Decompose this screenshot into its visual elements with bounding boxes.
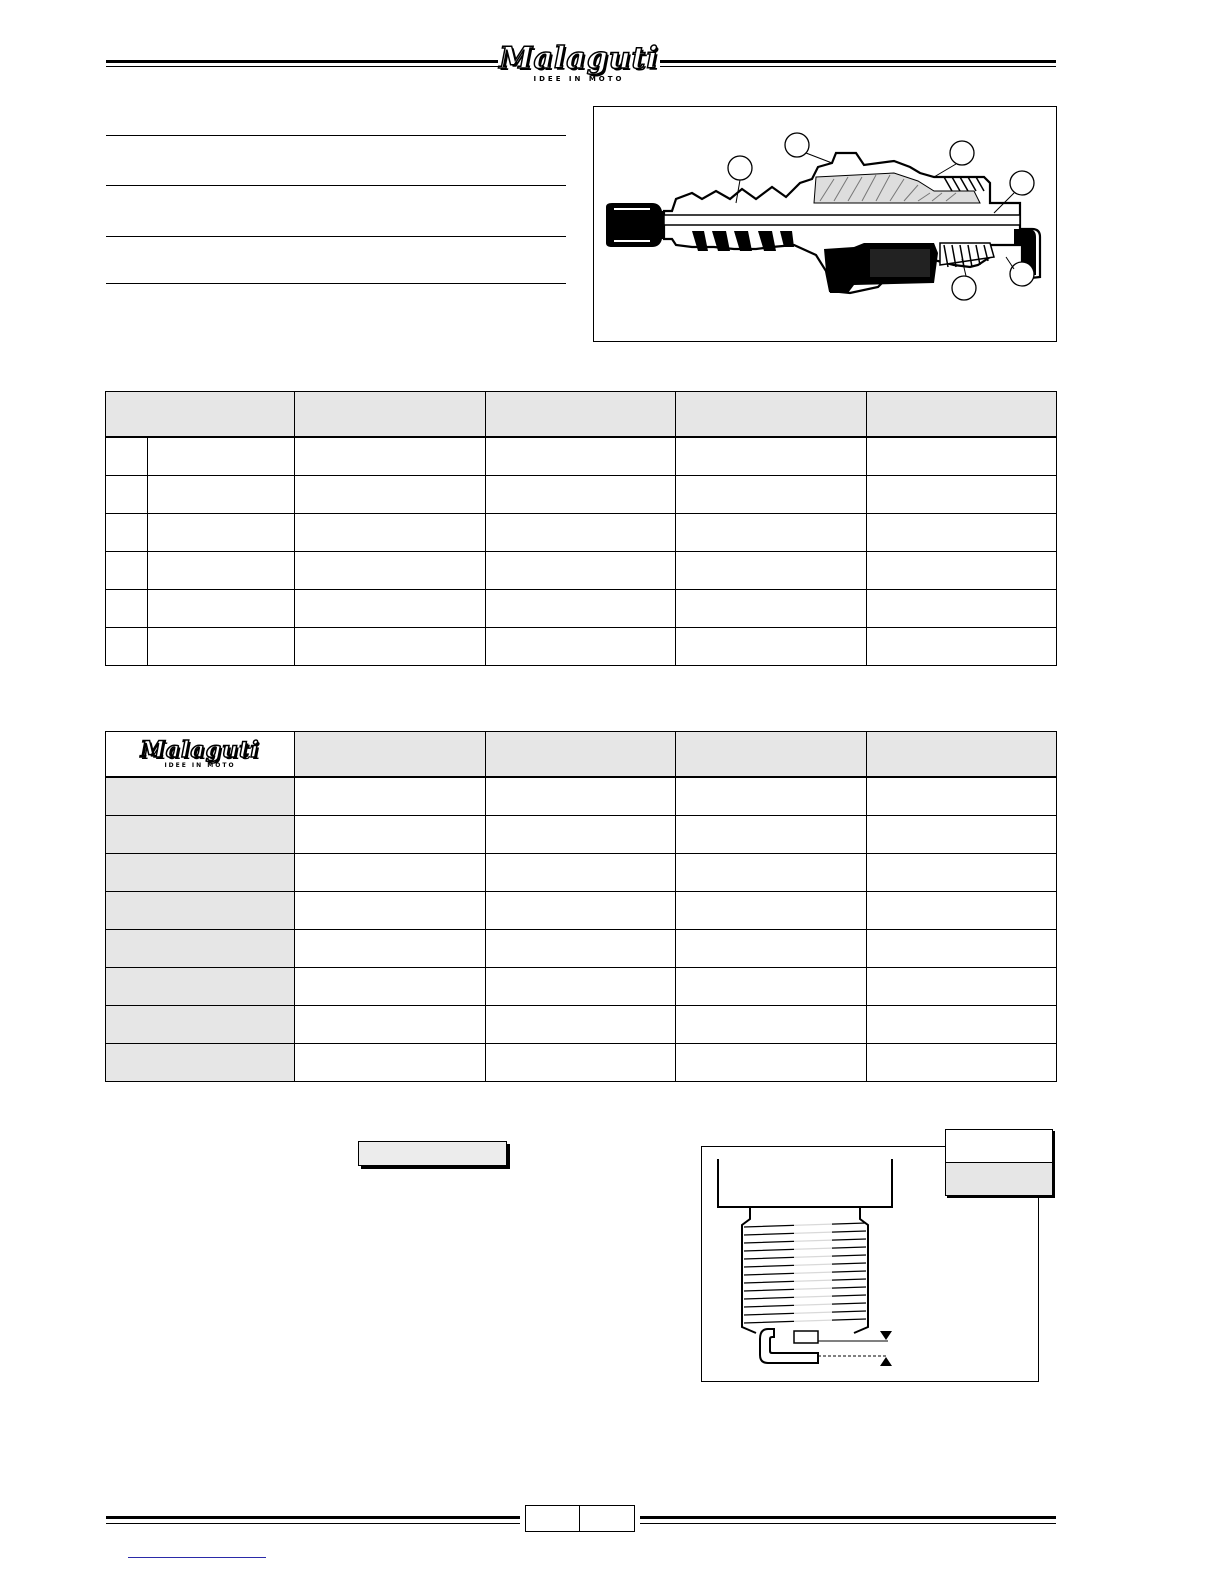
table-cell	[867, 777, 1057, 816]
table-cell	[867, 628, 1057, 666]
row-label-cell	[106, 854, 295, 892]
brand-table	[105, 731, 1057, 1082]
gap-tag-bottom	[946, 1163, 1052, 1195]
table-row	[106, 514, 1057, 552]
table-cell	[148, 476, 295, 514]
row-label-cell	[106, 1006, 295, 1044]
row-label-cell	[106, 816, 295, 854]
table-cell	[867, 892, 1057, 930]
table-cell	[295, 1006, 486, 1044]
table-row	[106, 816, 1057, 854]
table-cell	[867, 514, 1057, 552]
table-cell	[486, 930, 676, 968]
table-cell	[867, 437, 1057, 476]
header-logo	[498, 41, 660, 83]
table-cell	[486, 854, 676, 892]
table-cell	[295, 552, 486, 590]
table-cell	[676, 930, 867, 968]
table-cell	[295, 892, 486, 930]
row-number	[106, 476, 148, 514]
row-number	[106, 628, 148, 666]
footer-rule-left-thin	[106, 1523, 520, 1524]
table-cell	[676, 590, 867, 628]
table-row	[106, 1006, 1057, 1044]
table-cell	[148, 628, 295, 666]
table-cell	[486, 590, 676, 628]
header-logo-wordmark: Malaguti	[499, 41, 659, 76]
footer-rule-right-thin	[640, 1523, 1056, 1524]
table-logo-tagline: IDEE IN MOTO	[164, 761, 236, 769]
table-cell	[486, 628, 676, 666]
brand-table-header-row	[106, 732, 1057, 778]
table-cell	[486, 816, 676, 854]
row-label-cell	[106, 930, 295, 968]
table-cell	[676, 476, 867, 514]
footer-rule-right-thick	[640, 1516, 1056, 1519]
row-number	[106, 552, 148, 590]
table-cell	[295, 437, 486, 476]
spark-plug-cutaway-figure	[593, 106, 1057, 342]
table-cell	[486, 552, 676, 590]
footer-link-underline[interactable]	[128, 1557, 266, 1558]
table-cell	[295, 476, 486, 514]
header-rule-right-thin	[660, 66, 1056, 67]
spark-plug-cutaway-drawing	[594, 107, 1056, 341]
text-line-4	[106, 283, 566, 284]
table-cell	[148, 437, 295, 476]
header-rule-left-thin	[106, 66, 498, 67]
row-number	[106, 590, 148, 628]
table-cell	[676, 1044, 867, 1082]
table-cell	[486, 1044, 676, 1082]
spec-table	[105, 391, 1057, 666]
table-cell	[676, 1006, 867, 1044]
table-cell	[295, 628, 486, 666]
table-cell	[295, 968, 486, 1006]
header-rule-left-thick	[106, 60, 498, 63]
table-cell	[295, 816, 486, 854]
table-cell	[676, 628, 867, 666]
spec-table-header-cell	[106, 392, 295, 438]
row-label-cell	[106, 968, 295, 1006]
table-cell	[676, 514, 867, 552]
table-cell	[676, 777, 867, 816]
page-number-left	[526, 1506, 580, 1531]
table-cell	[867, 1044, 1057, 1082]
row-label-cell	[106, 1044, 295, 1082]
brand-table-logo-cell	[106, 732, 295, 778]
table-cell	[295, 514, 486, 552]
table-logo-wordmark: Malaguti	[140, 736, 260, 763]
page-number-right	[580, 1506, 634, 1531]
table-cell	[486, 437, 676, 476]
table-row	[106, 628, 1057, 666]
table-row	[106, 968, 1057, 1006]
table-cell	[148, 590, 295, 628]
table-cell	[676, 816, 867, 854]
table-cell	[867, 854, 1057, 892]
spec-table-header-cell	[295, 392, 486, 438]
table-cell	[867, 1006, 1057, 1044]
row-label-cell	[106, 777, 295, 816]
spec-table-header-row	[106, 392, 1057, 438]
brand-table-header-cell	[676, 732, 867, 778]
table-cell	[867, 816, 1057, 854]
table-cell	[486, 968, 676, 1006]
table-row	[106, 476, 1057, 514]
table-cell	[148, 552, 295, 590]
table-row	[106, 552, 1057, 590]
table-cell	[486, 1006, 676, 1044]
spec-table-header-cell	[867, 392, 1057, 438]
spec-table-header-cell	[486, 392, 676, 438]
table-row	[106, 930, 1057, 968]
table-cell	[676, 854, 867, 892]
brand-table-header-cell	[295, 732, 486, 778]
table-cell	[486, 892, 676, 930]
table-cell	[295, 777, 486, 816]
text-line-1	[106, 135, 566, 136]
table-cell	[676, 552, 867, 590]
text-line-3	[106, 236, 566, 237]
gap-tag-top	[946, 1130, 1052, 1163]
table-cell	[148, 514, 295, 552]
table-cell	[486, 777, 676, 816]
table-cell	[295, 1044, 486, 1082]
table-cell	[867, 590, 1057, 628]
table-cell	[676, 437, 867, 476]
table-cell	[867, 968, 1057, 1006]
row-label-cell	[106, 892, 295, 930]
table-cell	[867, 476, 1057, 514]
text-line-2	[106, 185, 566, 186]
table-cell	[867, 930, 1057, 968]
table-cell	[295, 854, 486, 892]
page-number-box	[525, 1505, 635, 1532]
table-cell	[295, 930, 486, 968]
table-row	[106, 1044, 1057, 1082]
gap-tag-box	[945, 1129, 1053, 1196]
table-row	[106, 590, 1057, 628]
footer-rule-left-thick	[106, 1516, 520, 1519]
table-cell	[867, 552, 1057, 590]
header-logo-tagline: IDEE IN MOTO	[533, 75, 625, 83]
table-row	[106, 892, 1057, 930]
brand-table-header-cell	[867, 732, 1057, 778]
table-logo	[106, 736, 294, 770]
table-row	[106, 437, 1057, 476]
table-cell	[676, 892, 867, 930]
table-cell	[486, 476, 676, 514]
row-number	[106, 437, 148, 476]
table-row	[106, 854, 1057, 892]
header-rule-right-thick	[660, 60, 1056, 63]
section-label-box	[358, 1141, 507, 1166]
table-row	[106, 777, 1057, 816]
brand-table-header-cell	[486, 732, 676, 778]
table-cell	[486, 514, 676, 552]
table-cell	[676, 968, 867, 1006]
spec-table-header-cell	[676, 392, 867, 438]
row-number	[106, 514, 148, 552]
table-cell	[295, 590, 486, 628]
